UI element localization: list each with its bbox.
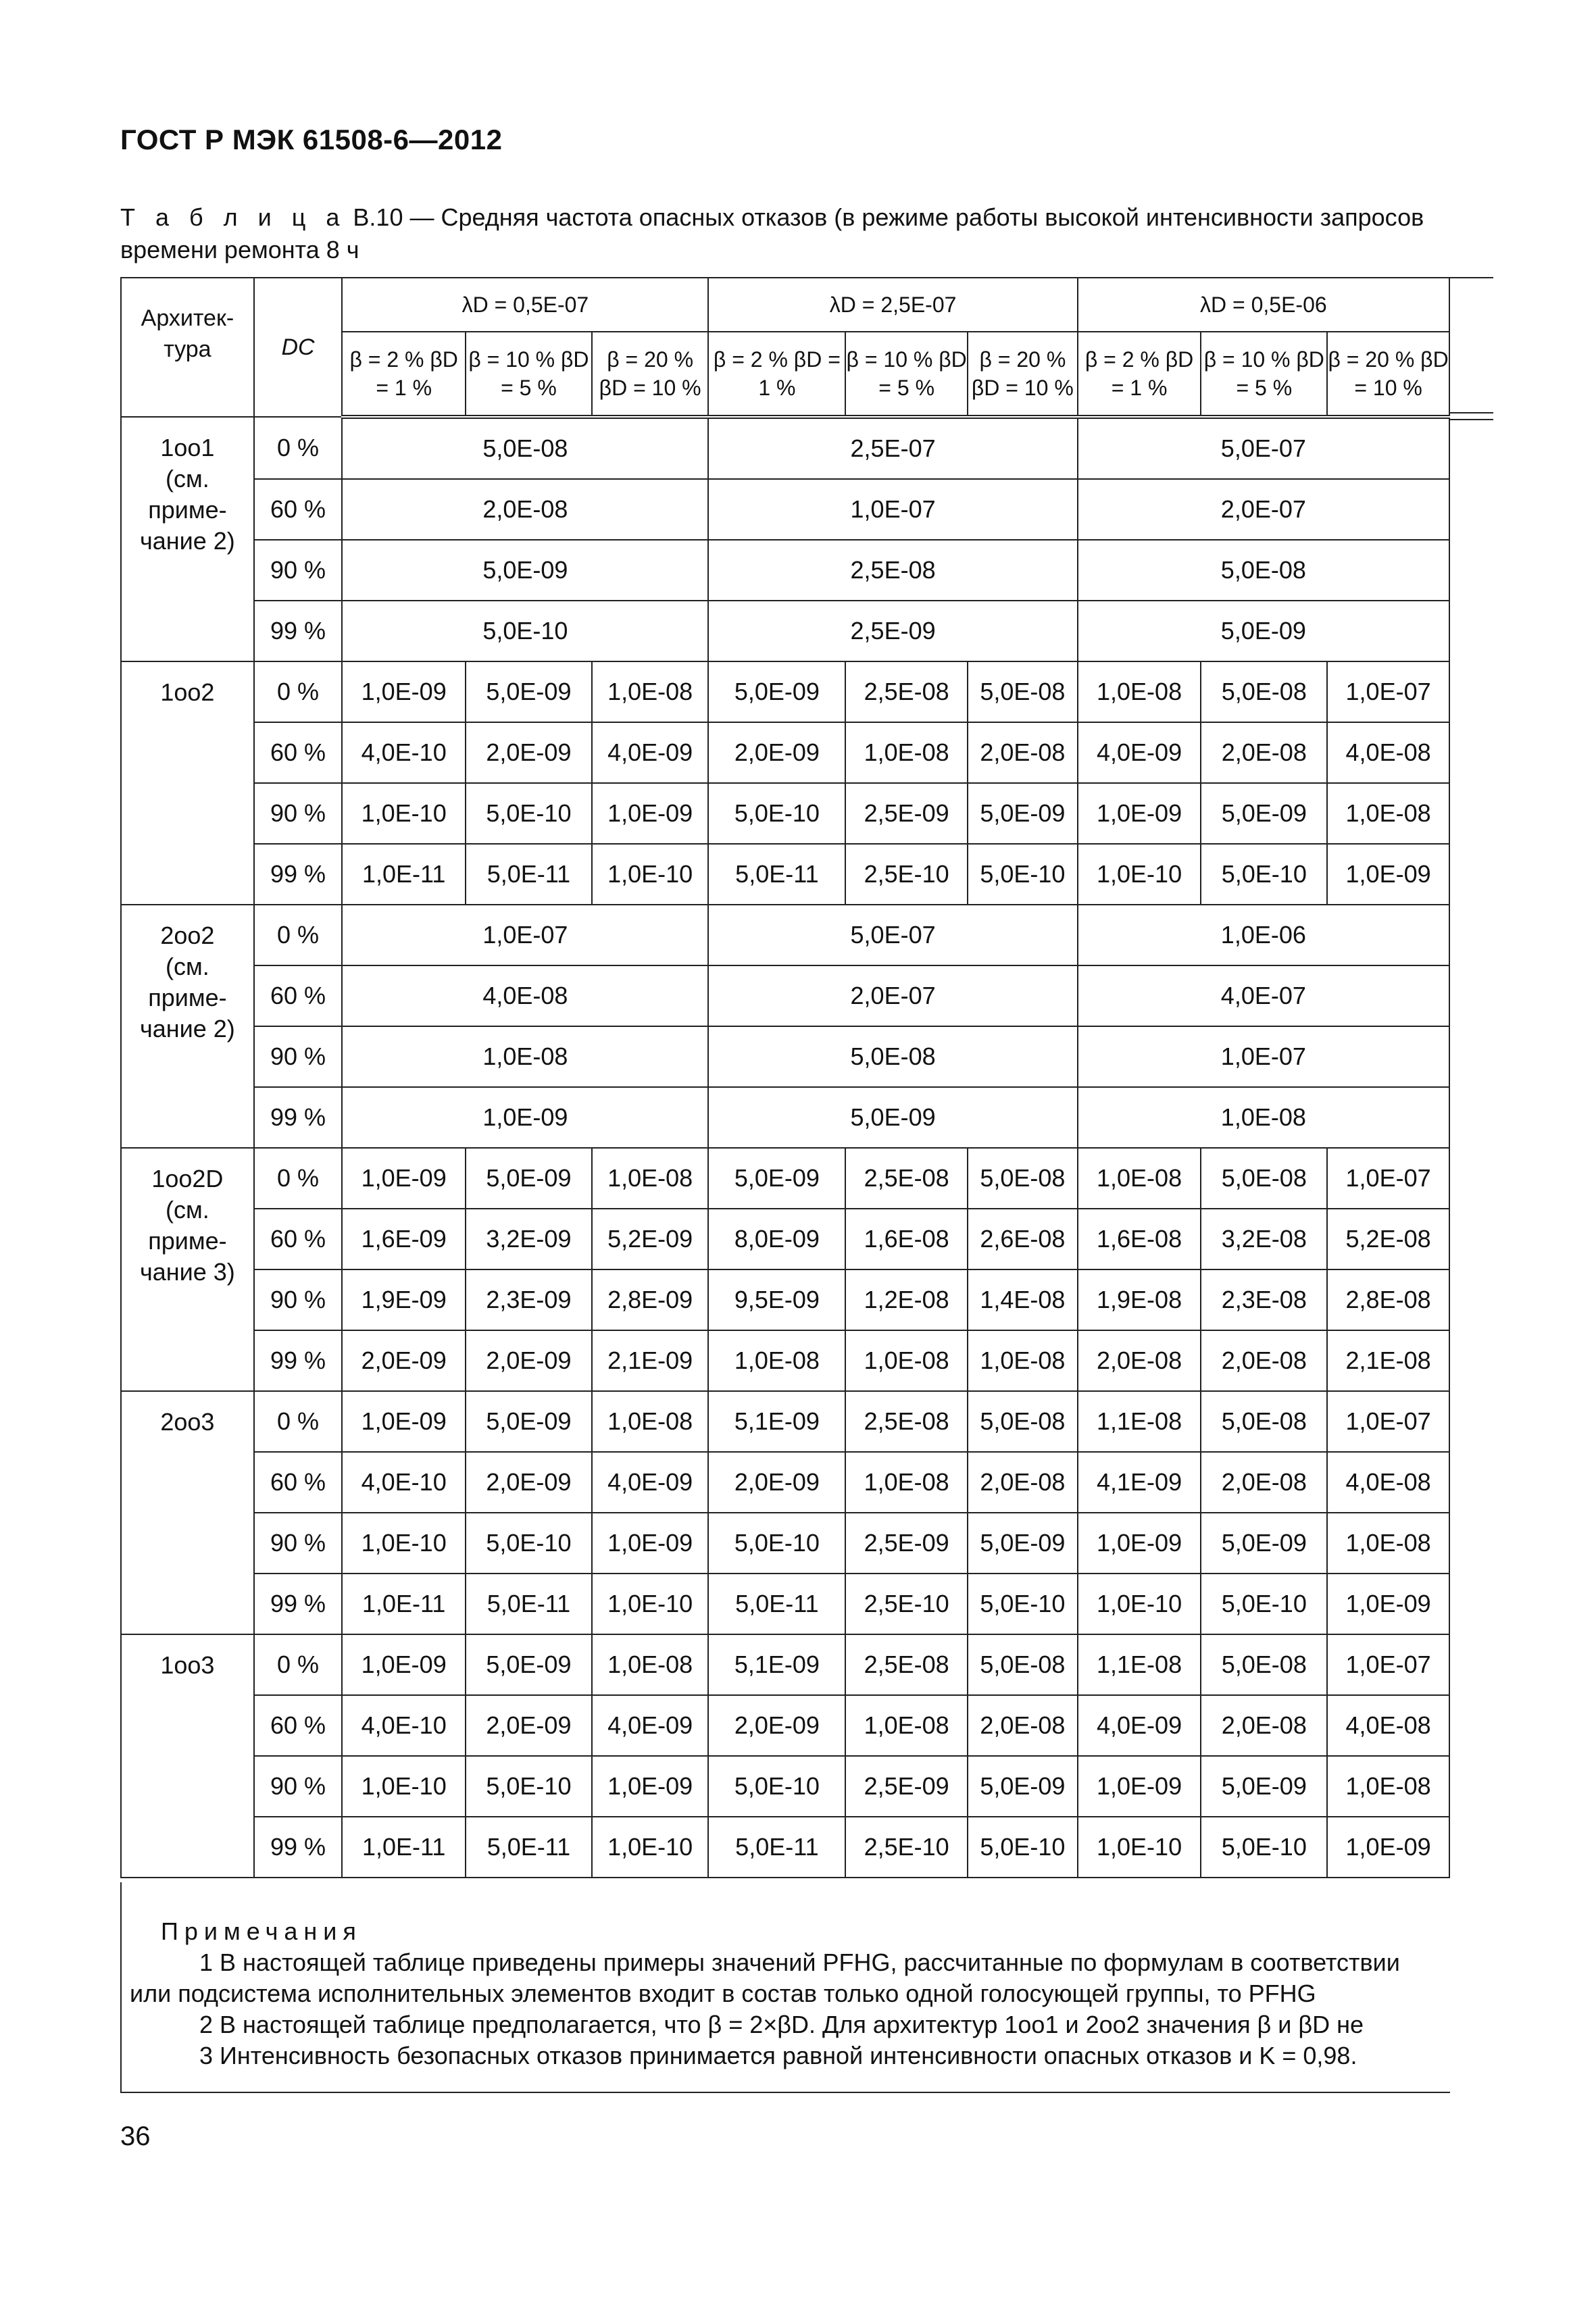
sub-header-beta: β = 20 % βD = 10 % xyxy=(592,332,709,417)
value-cell: 1,0E-07 xyxy=(1327,1148,1449,1209)
dc-cell: 0 % xyxy=(254,417,343,479)
dc-cell: 60 % xyxy=(254,479,343,540)
table-edge-double-line xyxy=(1450,412,1493,420)
architecture-label: 1oo2 xyxy=(160,678,215,706)
table-row xyxy=(121,479,1449,540)
value-cell: 2,0E-09 xyxy=(708,1452,845,1513)
group-header: λD = 0,5E-07 xyxy=(342,278,708,332)
table-row xyxy=(121,1087,1449,1148)
table-row xyxy=(121,601,1449,661)
value-cell: 5,1E-09 xyxy=(708,1634,845,1695)
page-number: 36 xyxy=(120,2121,151,2151)
value-cell: 2,5E-09 xyxy=(845,783,968,844)
value-cell: 1,0E-07 xyxy=(1327,661,1449,722)
value-cell: 2,5E-08 xyxy=(845,1634,968,1695)
dc-cell: 60 % xyxy=(254,965,343,1026)
dc-cell: 90 % xyxy=(254,1756,343,1817)
value-cell: 1,0E-10 xyxy=(342,1513,466,1574)
value-cell: 2,0E-07 xyxy=(1078,479,1449,540)
dc-cell: 0 % xyxy=(254,1391,343,1452)
value-cell: 1,0E-07 xyxy=(708,479,1077,540)
value-cell: 5,1E-09 xyxy=(708,1391,845,1452)
value-cell: 1,0E-08 xyxy=(592,1634,709,1695)
value-cell: 5,0E-08 xyxy=(968,661,1078,722)
architecture-label: (см. xyxy=(166,953,209,980)
table-row xyxy=(121,722,1449,783)
architecture-label: 1oo3 xyxy=(160,1651,215,1679)
value-cell: 1,0E-10 xyxy=(1078,1574,1201,1634)
value-cell: 1,0E-08 xyxy=(845,1695,968,1756)
table-row xyxy=(121,844,1449,905)
document-code: ГОСТ Р МЭК 61508-6—2012 xyxy=(120,124,503,155)
architecture-label: 1oo2D xyxy=(151,1165,224,1192)
value-cell: 2,0E-08 xyxy=(968,722,1078,783)
value-cell: 5,0E-09 xyxy=(708,661,845,722)
value-cell: 5,0E-09 xyxy=(968,783,1078,844)
value-cell: 1,0E-10 xyxy=(592,844,709,905)
value-cell: 1,0E-08 xyxy=(342,1026,708,1087)
value-cell: 5,0E-09 xyxy=(466,661,592,722)
value-cell: 5,0E-11 xyxy=(708,844,845,905)
value-cell: 1,0E-07 xyxy=(342,905,708,965)
dc-cell: 90 % xyxy=(254,540,343,601)
value-cell: 1,0E-08 xyxy=(1078,1087,1449,1148)
value-cell: 1,0E-09 xyxy=(342,1087,708,1148)
architecture-label: 2oo2 xyxy=(160,922,215,949)
dc-cell: 90 % xyxy=(254,1026,343,1087)
table-row xyxy=(121,1513,1449,1574)
value-cell: 1,6E-08 xyxy=(845,1209,968,1269)
value-cell: 3,2E-08 xyxy=(1201,1209,1327,1269)
value-cell: 2,0E-08 xyxy=(1201,1330,1327,1391)
value-cell: 5,0E-09 xyxy=(708,1148,845,1209)
dc-cell: 99 % xyxy=(254,1574,343,1634)
table-edge-line xyxy=(1450,277,1493,419)
dc-cell: 99 % xyxy=(254,601,343,661)
column-header-dc: DC xyxy=(254,278,343,417)
dc-cell: 90 % xyxy=(254,1269,343,1330)
value-cell: 5,0E-09 xyxy=(466,1391,592,1452)
value-cell: 5,0E-10 xyxy=(708,1756,845,1817)
value-cell: 4,0E-09 xyxy=(1078,1695,1201,1756)
value-cell: 2,0E-09 xyxy=(342,1330,466,1391)
architecture-cell xyxy=(121,661,254,905)
dc-cell: 99 % xyxy=(254,844,343,905)
value-cell: 4,0E-09 xyxy=(592,1695,709,1756)
value-cell: 1,9E-08 xyxy=(1078,1269,1201,1330)
dc-cell: 90 % xyxy=(254,783,343,844)
value-cell: 1,0E-08 xyxy=(592,661,709,722)
notes-block xyxy=(120,1882,1450,2093)
value-cell: 1,0E-10 xyxy=(342,1756,466,1817)
table-row xyxy=(121,661,1449,722)
table-row xyxy=(121,1756,1449,1817)
value-cell: 5,0E-09 xyxy=(708,1087,1077,1148)
value-cell: 1,9E-09 xyxy=(342,1269,466,1330)
dc-cell: 0 % xyxy=(254,1634,343,1695)
value-cell: 1,0E-09 xyxy=(592,1513,709,1574)
dc-cell: 0 % xyxy=(254,905,343,965)
table-row xyxy=(121,540,1449,601)
value-cell: 1,2E-08 xyxy=(845,1269,968,1330)
table-row xyxy=(121,1209,1449,1269)
value-cell: 2,0E-08 xyxy=(342,479,708,540)
group-header: λD = 0,5E-06 xyxy=(1078,278,1449,332)
table-row xyxy=(121,1391,1449,1452)
value-cell: 1,0E-09 xyxy=(1327,1817,1449,1878)
value-cell: 1,0E-09 xyxy=(1327,1574,1449,1634)
value-cell: 5,0E-09 xyxy=(1201,1756,1327,1817)
value-cell: 5,2E-09 xyxy=(592,1209,709,1269)
value-cell: 1,0E-09 xyxy=(592,783,709,844)
architecture-cell xyxy=(121,1148,254,1391)
value-cell: 5,0E-10 xyxy=(1201,1817,1327,1878)
value-cell: 1,0E-08 xyxy=(1327,1756,1449,1817)
note-3-line: 3 Интенсивность безопасных отказов принимается равной интенсивности опасных отказов и K = 0,98. xyxy=(199,2042,1357,2069)
dc-cell: 60 % xyxy=(254,1695,343,1756)
value-cell: 5,0E-08 xyxy=(968,1634,1078,1695)
value-cell: 2,8E-09 xyxy=(592,1269,709,1330)
value-cell: 5,0E-10 xyxy=(466,1756,592,1817)
dc-cell: 0 % xyxy=(254,1148,343,1209)
value-cell: 2,0E-08 xyxy=(1201,722,1327,783)
dc-cell: 0 % xyxy=(254,661,343,722)
architecture-label: приме- xyxy=(148,1227,227,1255)
architecture-label: 1oo1 xyxy=(160,434,215,461)
value-cell: 5,0E-09 xyxy=(466,1634,592,1695)
architecture-label: (см. xyxy=(166,465,209,493)
value-cell: 4,1E-09 xyxy=(1078,1452,1201,1513)
value-cell: 1,0E-08 xyxy=(1327,1513,1449,1574)
value-cell: 4,0E-08 xyxy=(1327,1695,1449,1756)
value-cell: 1,6E-08 xyxy=(1078,1209,1201,1269)
value-cell: 2,3E-08 xyxy=(1201,1269,1327,1330)
value-cell: 1,0E-08 xyxy=(845,722,968,783)
value-cell: 2,0E-09 xyxy=(708,1695,845,1756)
value-cell: 2,5E-09 xyxy=(845,1513,968,1574)
dc-cell: 99 % xyxy=(254,1817,343,1878)
value-cell: 5,0E-11 xyxy=(708,1817,845,1878)
value-cell: 5,0E-10 xyxy=(1201,1574,1327,1634)
value-cell: 2,6E-08 xyxy=(968,1209,1078,1269)
value-cell: 1,0E-10 xyxy=(592,1817,709,1878)
value-cell: 5,0E-07 xyxy=(1078,417,1449,479)
value-cell: 2,0E-09 xyxy=(466,1330,592,1391)
value-cell: 5,2E-08 xyxy=(1327,1209,1449,1269)
value-cell: 4,0E-09 xyxy=(592,722,709,783)
value-cell: 1,0E-08 xyxy=(845,1452,968,1513)
value-cell: 4,0E-08 xyxy=(1327,722,1449,783)
value-cell: 4,0E-10 xyxy=(342,722,466,783)
sub-header-beta: β = 10 % βD = 5 % xyxy=(466,332,592,417)
table-row xyxy=(121,1026,1449,1087)
value-cell: 2,5E-08 xyxy=(845,661,968,722)
failure-rate-table xyxy=(120,277,1450,1878)
value-cell: 1,0E-08 xyxy=(592,1391,709,1452)
value-cell: 1,0E-09 xyxy=(1078,1513,1201,1574)
value-cell: 1,0E-10 xyxy=(592,1574,709,1634)
dc-cell: 99 % xyxy=(254,1087,343,1148)
value-cell: 2,5E-10 xyxy=(845,1574,968,1634)
value-cell: 4,0E-07 xyxy=(1078,965,1449,1026)
table-row xyxy=(121,965,1449,1026)
value-cell: 2,5E-08 xyxy=(845,1391,968,1452)
value-cell: 5,0E-08 xyxy=(708,1026,1077,1087)
table-row xyxy=(121,1452,1449,1513)
value-cell: 2,0E-08 xyxy=(968,1452,1078,1513)
value-cell: 5,0E-10 xyxy=(968,844,1078,905)
value-cell: 5,0E-10 xyxy=(342,601,708,661)
table-row xyxy=(121,1574,1449,1634)
value-cell: 1,0E-09 xyxy=(342,1634,466,1695)
sub-header-beta: β = 2 % βD = 1 % xyxy=(1078,332,1201,417)
value-cell: 2,1E-09 xyxy=(592,1330,709,1391)
dc-cell: 60 % xyxy=(254,1209,343,1269)
value-cell: 1,1E-08 xyxy=(1078,1391,1201,1452)
value-cell: 5,0E-09 xyxy=(1201,1513,1327,1574)
table-row xyxy=(121,417,1449,479)
value-cell: 5,0E-10 xyxy=(466,783,592,844)
value-cell: 1,0E-08 xyxy=(1327,783,1449,844)
architecture-cell xyxy=(121,417,254,661)
table-row xyxy=(121,783,1449,844)
value-cell: 5,0E-09 xyxy=(342,540,708,601)
sub-header-beta: β = 2 % βD = 1 % xyxy=(708,332,845,417)
value-cell: 2,0E-09 xyxy=(466,1695,592,1756)
value-cell: 1,1E-08 xyxy=(1078,1634,1201,1695)
architecture-label: чание 3) xyxy=(139,1258,235,1286)
table-row xyxy=(121,905,1449,965)
value-cell: 1,0E-11 xyxy=(342,1574,466,1634)
value-cell: 1,0E-09 xyxy=(1078,783,1201,844)
architecture-label: 2oo3 xyxy=(160,1408,215,1436)
value-cell: 2,5E-10 xyxy=(845,1817,968,1878)
value-cell: 4,0E-09 xyxy=(1078,722,1201,783)
value-cell: 2,5E-09 xyxy=(845,1756,968,1817)
value-cell: 1,4E-08 xyxy=(968,1269,1078,1330)
value-cell: 5,0E-08 xyxy=(342,417,708,479)
value-cell: 1,0E-09 xyxy=(1327,844,1449,905)
value-cell: 2,5E-08 xyxy=(708,540,1077,601)
value-cell: 1,0E-09 xyxy=(592,1756,709,1817)
value-cell: 2,0E-08 xyxy=(968,1695,1078,1756)
value-cell: 5,0E-07 xyxy=(708,905,1077,965)
value-cell: 1,0E-10 xyxy=(1078,1817,1201,1878)
value-cell: 2,3E-09 xyxy=(466,1269,592,1330)
value-cell: 1,0E-08 xyxy=(1078,1148,1201,1209)
value-cell: 1,0E-08 xyxy=(708,1330,845,1391)
value-cell: 5,0E-11 xyxy=(708,1574,845,1634)
value-cell: 5,0E-10 xyxy=(466,1513,592,1574)
value-cell: 1,0E-09 xyxy=(1078,1756,1201,1817)
value-cell: 2,0E-08 xyxy=(1078,1330,1201,1391)
value-cell: 5,0E-10 xyxy=(968,1817,1078,1878)
sub-header-beta: β = 10 % βD = 5 % xyxy=(1201,332,1327,417)
value-cell: 2,0E-08 xyxy=(1201,1452,1327,1513)
value-cell: 2,8E-08 xyxy=(1327,1269,1449,1330)
value-cell: 5,0E-08 xyxy=(968,1148,1078,1209)
value-cell: 2,5E-09 xyxy=(708,601,1077,661)
table-row xyxy=(121,1269,1449,1330)
value-cell: 5,0E-08 xyxy=(1078,540,1449,601)
value-cell: 2,5E-08 xyxy=(845,1148,968,1209)
value-cell: 1,0E-07 xyxy=(1327,1391,1449,1452)
value-cell: 1,0E-09 xyxy=(342,1391,466,1452)
value-cell: 5,0E-08 xyxy=(1201,1148,1327,1209)
value-cell: 8,0E-09 xyxy=(708,1209,845,1269)
value-cell: 5,0E-09 xyxy=(466,1148,592,1209)
value-cell: 1,0E-10 xyxy=(342,783,466,844)
value-cell: 5,0E-08 xyxy=(1201,661,1327,722)
value-cell: 1,0E-07 xyxy=(1327,1634,1449,1695)
value-cell: 5,0E-08 xyxy=(1201,1391,1327,1452)
value-cell: 5,0E-10 xyxy=(708,1513,845,1574)
sub-header-beta: β = 20 % βD = 10 % xyxy=(1327,332,1449,417)
value-cell: 5,0E-08 xyxy=(1201,1634,1327,1695)
value-cell: 5,0E-11 xyxy=(466,844,592,905)
value-cell: 2,5E-10 xyxy=(845,844,968,905)
dc-cell: 60 % xyxy=(254,722,343,783)
table-row xyxy=(121,1330,1449,1391)
value-cell: 1,0E-10 xyxy=(1078,844,1201,905)
architecture-cell xyxy=(121,1391,254,1634)
value-cell: 2,1E-08 xyxy=(1327,1330,1449,1391)
value-cell: 2,0E-07 xyxy=(708,965,1077,1026)
value-cell: 5,0E-09 xyxy=(1201,783,1327,844)
value-cell: 1,0E-06 xyxy=(1078,905,1449,965)
column-header-architecture: Архитек-тура xyxy=(121,278,254,417)
architecture-label: чание 2) xyxy=(139,1015,235,1042)
value-cell: 5,0E-10 xyxy=(968,1574,1078,1634)
value-cell: 3,2E-09 xyxy=(466,1209,592,1269)
value-cell: 1,6E-09 xyxy=(342,1209,466,1269)
dc-cell: 60 % xyxy=(254,1452,343,1513)
value-cell: 1,0E-08 xyxy=(845,1330,968,1391)
value-cell: 5,0E-11 xyxy=(466,1817,592,1878)
table-row xyxy=(121,1695,1449,1756)
value-cell: 2,5E-07 xyxy=(708,417,1077,479)
value-cell: 5,0E-09 xyxy=(968,1513,1078,1574)
table-row xyxy=(121,1817,1449,1878)
note-2-line: 2 В настоящей таблице предполагается, что β = 2×βD. Для архитектур 1oo1 и 2oo2 значения β и βD не xyxy=(199,2011,1364,2038)
value-cell: 5,0E-09 xyxy=(968,1756,1078,1817)
value-cell: 1,0E-07 xyxy=(1078,1026,1449,1087)
dc-cell: 90 % xyxy=(254,1513,343,1574)
architecture-label: приме- xyxy=(148,496,227,524)
notes-title: Примечания xyxy=(161,1917,362,1945)
value-cell: 5,0E-09 xyxy=(1078,601,1449,661)
value-cell: 2,0E-09 xyxy=(466,1452,592,1513)
value-cell: 1,0E-11 xyxy=(342,844,466,905)
architecture-label: чание 2) xyxy=(139,527,235,555)
value-cell: 4,0E-10 xyxy=(342,1695,466,1756)
value-cell: 5,0E-10 xyxy=(1201,844,1327,905)
table-row xyxy=(121,1148,1449,1209)
value-cell: 4,0E-09 xyxy=(592,1452,709,1513)
value-cell: 4,0E-10 xyxy=(342,1452,466,1513)
caption-text-line2: времени ремонта 8 ч xyxy=(120,236,359,263)
value-cell: 4,0E-08 xyxy=(1327,1452,1449,1513)
value-cell: 1,0E-08 xyxy=(968,1330,1078,1391)
architecture-cell xyxy=(121,905,254,1148)
value-cell: 2,0E-08 xyxy=(1201,1695,1327,1756)
caption-text: B.10 — Средняя частота опасных отказов (в режиме работы высокой интенсивности запросов xyxy=(346,203,1424,231)
dc-cell: 99 % xyxy=(254,1330,343,1391)
table-caption xyxy=(120,201,1445,266)
sub-header-beta: β = 10 % βD = 5 % xyxy=(845,332,968,417)
value-cell: 5,0E-08 xyxy=(968,1391,1078,1452)
architecture-cell xyxy=(121,1634,254,1878)
value-cell: 4,0E-08 xyxy=(342,965,708,1026)
value-cell: 2,0E-09 xyxy=(466,722,592,783)
sub-header-beta: β = 20 % βD = 10 % xyxy=(968,332,1078,417)
sub-header-beta: β = 2 % βD = 1 % xyxy=(342,332,466,417)
value-cell: 1,0E-09 xyxy=(342,661,466,722)
value-cell: 1,0E-11 xyxy=(342,1817,466,1878)
value-cell: 5,0E-10 xyxy=(708,783,845,844)
architecture-label: приме- xyxy=(148,984,227,1011)
caption-label: Т а б л и ц а xyxy=(120,203,347,231)
group-header: λD = 2,5E-07 xyxy=(708,278,1077,332)
table-row xyxy=(121,1634,1449,1695)
value-cell: 1,0E-08 xyxy=(592,1148,709,1209)
value-cell: 9,5E-09 xyxy=(708,1269,845,1330)
note-1-line: 1 В настоящей таблице приведены примеры значений PFHG, рассчитанные по формулам в соответствии xyxy=(199,1948,1400,1976)
note-1-continuation: или подсистема исполнительных элементов входит в состав только одной голосующей группы, то PFHG xyxy=(130,1980,1316,2007)
architecture-label: (см. xyxy=(166,1196,209,1224)
value-cell: 5,0E-11 xyxy=(466,1574,592,1634)
value-cell: 2,0E-09 xyxy=(708,722,845,783)
value-cell: 1,0E-08 xyxy=(1078,661,1201,722)
value-cell: 1,0E-09 xyxy=(342,1148,466,1209)
